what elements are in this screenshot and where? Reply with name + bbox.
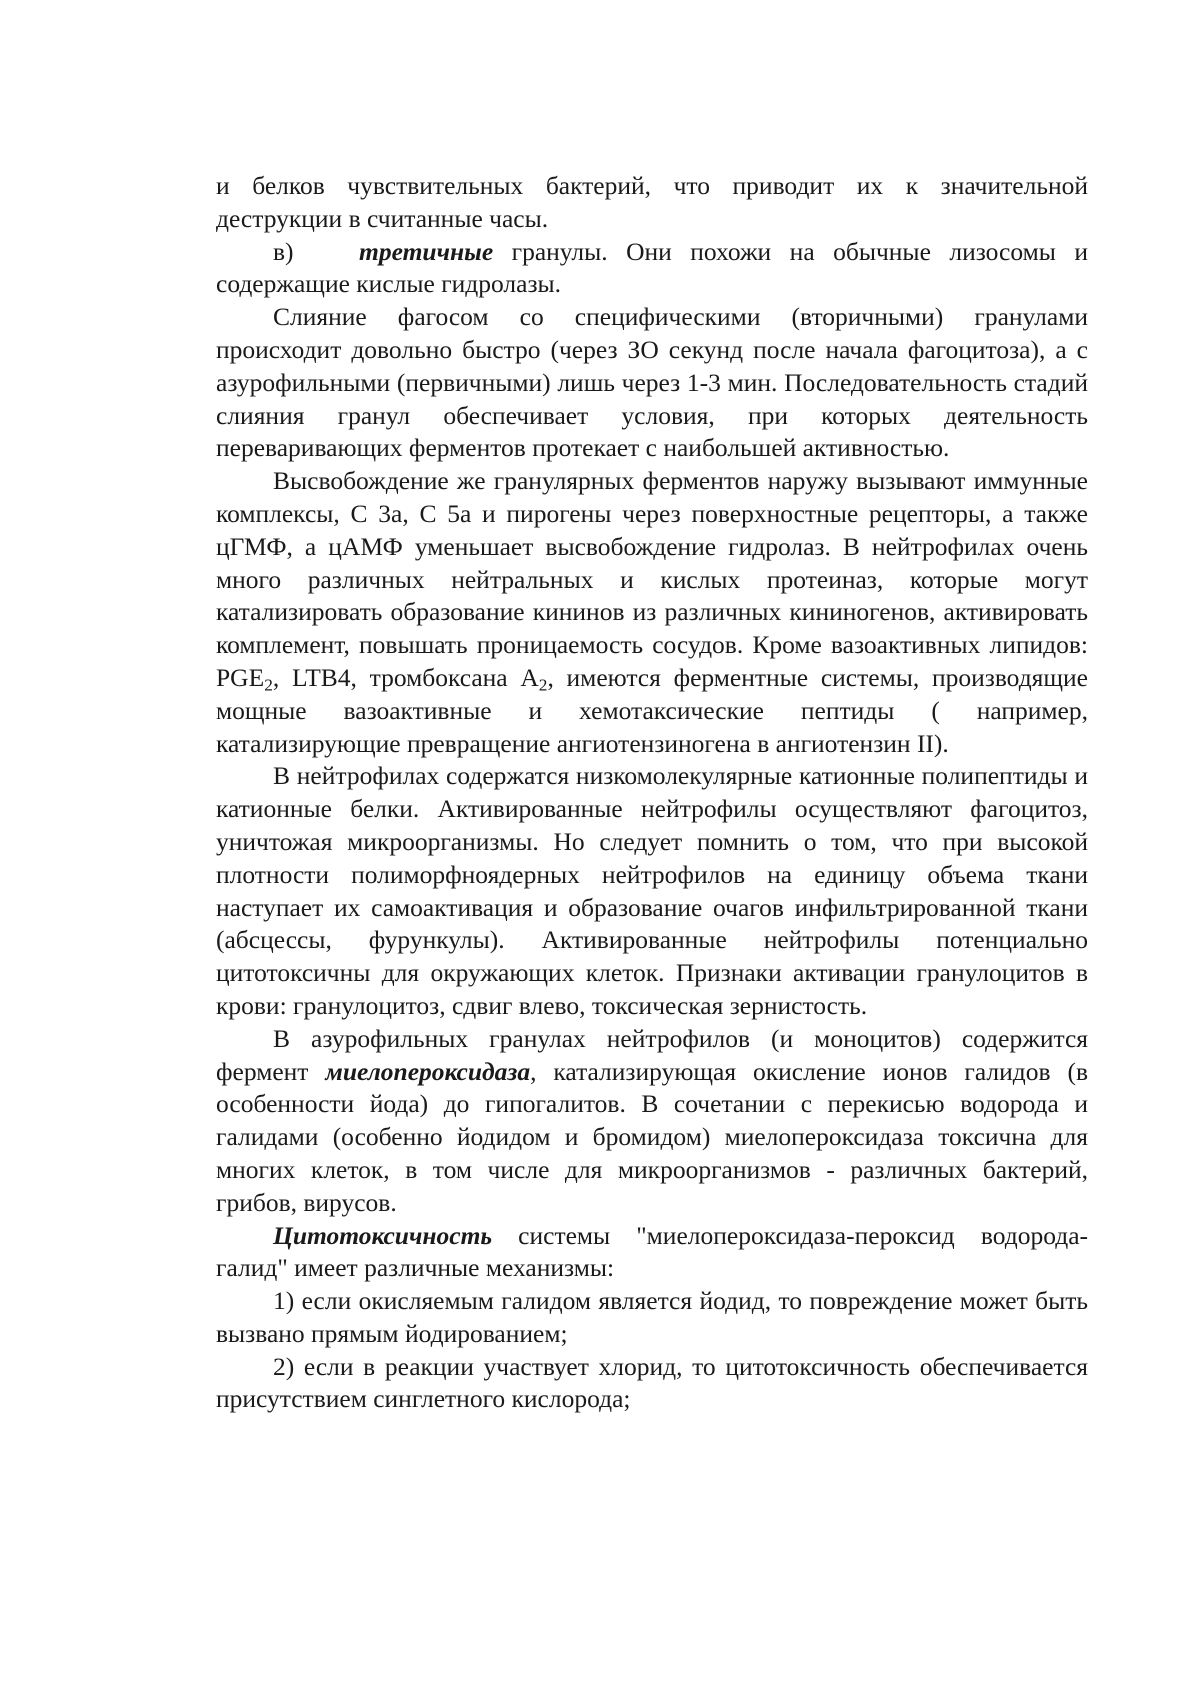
subscript-thromboxane: 2 [538,675,548,695]
paragraph-2-text: гранулы. Они похожи на обычные лизосомы и содержащие кислые гидролазы. [216,236,1088,299]
document-page [216,170,1088,1416]
paragraph-9: 2) если в реакции участвует хлорид, то цитотоксичность обеспечивается присутствием синглетного кислорода; [216,1351,1088,1414]
list-letter: в) [273,236,294,266]
paragraph-6-text-a: В азурофильных гранулах нейтрофилов (и моноцитов) содержится фермент [216,1023,1088,1086]
paragraph-4-text-b: , LTB4, тромбоксана А [272,662,539,692]
paragraph-3: Слияние фагосом со специфическими (вторичными) гранулами происходит довольно быстро (через ЗО секунд после начала фагоцитоза), а с азурофильными (первичными) лишь через 1-3 мин. Последовательность стадий слияния гранул обеспечивает условия, при которых деятельность переваривающих ферментов протекает с наибольшей активностью. [216,302,1088,463]
paragraph-5: В нейтрофилах содержатся низкомолекулярные катионные полипептиды и катионные белки. Активированные нейтрофилы осуществляют фагоцитоз, уничтожая микроорганизмы. Но следует помнить о том, что при высокой плотности полиморфноядерных нейтрофилов на единицу объема ткани наступает их самоактивация и образование очагов инфильтрированной ткани (абсцессы, фурункулы). Активированные нейтрофилы потенциально цитотоксичны для окружающих клеток. Признаки активации гранулоцитов в крови: гранулоцитоз, сдвиг влево, токсическая зернистость. [216,761,1088,1020]
paragraph-8: 1) если окисляемым галидом является йодид, то повреждение может быть вызвано прямым йодированием; [216,1286,1088,1348]
term-myeloperoxidase: миелопероксидаза [325,1056,531,1086]
paragraph-7 [216,1220,1088,1286]
term-tertiary: третичные [359,236,494,266]
paragraph-6-text-b: , катализирующая окисление ионов галидов (в особенности йода) до гипогалитов. В сочетании с перекисью водорода и галидами (особенно йодидом и бромидом) миелопероксидаза токсична для многих клеток, в том числе для микроорганизмов - различных бактерий, грибов, вирусов. [216,1056,1088,1217]
paragraph-4 [216,465,1088,760]
subscript-pge: 2 [264,675,273,695]
paragraph-7-text: системы "миелопероксидаза-пероксид водорода-галид" имеет различные механизмы: [216,1220,1088,1283]
term-cytotoxicity: Цитотоксичность [273,1220,493,1250]
paragraph-1: и белков чувствительных бактерий, что приводит их к значительной деструкции в считанные часы. [216,171,1088,233]
paragraph-2 [216,236,1088,302]
paragraph-4-text-c: , имеются ферментные системы, производящие мощные вазоактивные и хемотаксические пептиды ( например, катализирующие превращение ангиотензиногена в ангиотензин II). [216,662,1089,758]
paragraph-4-text-a: Высвобождение же гранулярных ферментов наружу вызывают иммунные комплексы, С 3а, С 5а и пирогены через поверхностные рецепторы, а также цГМФ, а цАМФ уменьшает высвобождение гидролаз. В нейтрофилах очень много различных нейтральных и кислых протеиназ, которые могут катализировать образование кининов из различных кининогенов, активировать комплемент, повышать проницаемость сосудов. Кроме вазоактивных липидов: PGE [216,466,1088,692]
paragraph-6 [216,1023,1088,1220]
